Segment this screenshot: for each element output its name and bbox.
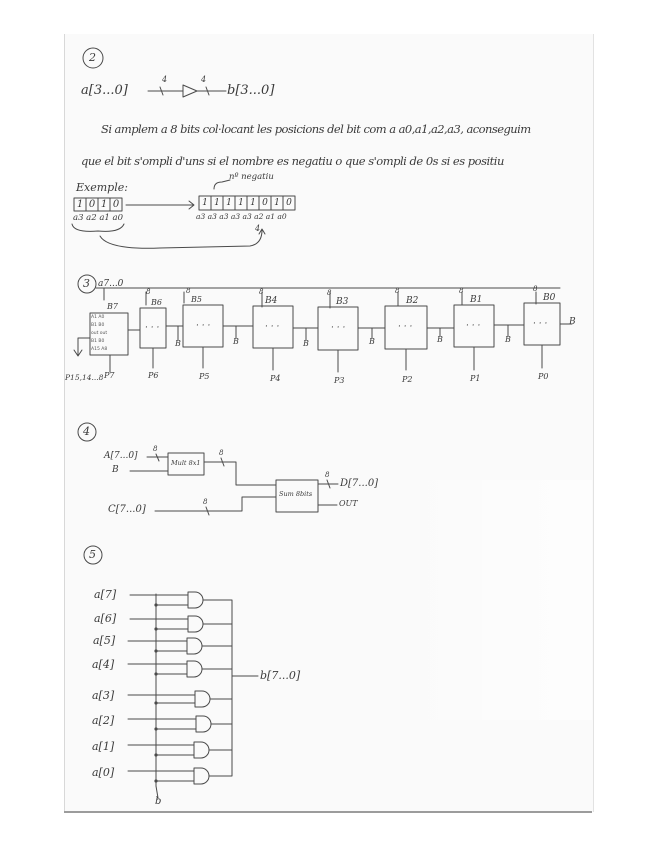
output-bit-names: a3 a3 a3 a3 a3 a2 a1 a0 — [196, 212, 287, 221]
stage-output-label: P7 — [104, 371, 115, 380]
stage-output-label: P3 — [334, 376, 345, 385]
bit-cell: 0 — [262, 198, 268, 208]
stage-top-label: B3 — [336, 297, 349, 307]
bus-width-label: 8 — [459, 287, 464, 295]
bus-width-label: 8 — [146, 288, 151, 296]
carry-label: B — [369, 337, 375, 346]
and-input-label: a[7] — [94, 588, 117, 601]
output-d-label: D[7...0] — [340, 478, 379, 489]
bus-width-label: 8 — [327, 289, 332, 297]
bit-cell: 1 — [214, 198, 220, 208]
stage-top-label: B7 — [107, 302, 118, 311]
and-input-label: a[3] — [92, 689, 115, 702]
bus-width-label: 8 — [533, 285, 538, 293]
bit-cell: 0 — [286, 198, 292, 208]
first-stage-box — [91, 314, 128, 354]
brace-count: 4 — [255, 224, 261, 233]
wire-width-label: 4 — [201, 75, 207, 84]
mult-box-label: Mult 8x1 — [171, 459, 201, 467]
bus-width-label: 8 — [325, 471, 330, 479]
stage-ellipsis: · · · — [466, 321, 481, 331]
stage-ellipsis: · · · — [196, 321, 211, 331]
input-bits — [74, 198, 122, 211]
bus-width-label: 8 — [395, 287, 400, 295]
bus-width-label: 8 — [153, 445, 158, 453]
and-output-label: b[7...0] — [260, 669, 301, 682]
carry-label: B — [233, 337, 239, 346]
carry-label: B — [175, 339, 181, 348]
and-input-label: a[1] — [92, 740, 115, 753]
sum-box-label: Sum 8bits — [279, 490, 313, 498]
input-bit-names: a3 a2 a1 a0 — [73, 213, 124, 223]
bus-width-label: 8 — [186, 287, 191, 295]
buffer-gate — [183, 85, 197, 97]
bus-width-label: 8 — [259, 288, 264, 296]
and-input-label: a[4] — [92, 658, 115, 671]
stage-output-label: P2 — [402, 375, 413, 384]
section-4-number: 4 — [83, 425, 90, 438]
b-input-label: b — [155, 796, 162, 807]
neg-note-pointer — [214, 180, 230, 189]
stage-top-label: B2 — [406, 296, 419, 306]
bit-cell: 1 — [100, 199, 108, 210]
input-brace — [72, 224, 124, 231]
bit-cell: 1 — [76, 199, 84, 210]
section-5-number: 5 — [89, 548, 96, 561]
section-3-number: 3 — [83, 277, 90, 290]
and-input-label: a[5] — [93, 634, 116, 647]
example-label: Exemple: — [76, 181, 128, 194]
and-input-label: a[6] — [94, 612, 117, 625]
stage-ellipsis: · · · — [331, 323, 346, 333]
box-line: B1 B0 — [91, 323, 105, 328]
explanation-line-2: que el bit s'ompli d'uns si el nombre es negatiu o que s'ompli de 0s si es positiu — [81, 154, 504, 168]
stage-ellipsis: · · · — [398, 322, 413, 332]
high-output-label: P15,14...8 — [65, 373, 104, 382]
stage-top-label: B0 — [543, 293, 556, 303]
explanation-line-1: Si amplem a 8 bits col·locant les posicions del bit com a a0,a1,a2,a3, aconseguim — [101, 122, 531, 136]
negative-note: nº negatiu — [229, 172, 274, 182]
stage-top-label: B6 — [151, 298, 162, 307]
input-b-label: B — [112, 465, 119, 475]
carry-label: B — [303, 339, 309, 348]
bit-cell: 1 — [238, 198, 244, 208]
carry-label: B — [569, 317, 576, 327]
carry-label: B — [505, 335, 511, 344]
box-line: A1 A0 — [91, 315, 105, 320]
bit-cell: 0 — [88, 199, 96, 210]
stage-top-label: B5 — [191, 295, 202, 304]
buffer-output-label: b[3...0] — [227, 83, 275, 98]
input-c-label: C[7...0] — [108, 504, 146, 515]
box-line: A15 A8 — [91, 347, 108, 352]
input-a-label: A[7...0] — [104, 451, 138, 461]
bit-cell: 0 — [112, 199, 120, 210]
section-2-number: 2 — [89, 51, 96, 64]
output-bits — [199, 196, 295, 210]
bit-cell: 1 — [274, 198, 280, 208]
stage-top-label: B4 — [265, 296, 278, 306]
stage-top-label: B1 — [470, 295, 483, 305]
stage-output-label: P6 — [148, 371, 159, 380]
bus-width-label: 8 — [219, 449, 224, 457]
wire-width-label: 4 — [162, 75, 168, 84]
box-line: out out — [91, 331, 108, 336]
and-input-label: a[0] — [92, 766, 115, 779]
output-out-label: OUT — [339, 499, 358, 508]
stage-ellipsis: · · · — [265, 322, 280, 332]
stage-output-label: P1 — [470, 374, 481, 383]
stage-output-label: P4 — [270, 374, 281, 383]
buffer-input-label: a[3...0] — [81, 83, 128, 98]
stage-output-label: P5 — [199, 372, 210, 381]
stage-output-label: P0 — [538, 372, 549, 381]
stage-ellipsis: · · · — [533, 319, 548, 329]
and-input-label: a[2] — [92, 714, 115, 727]
bit-cell: 1 — [226, 198, 232, 208]
bit-cell: 1 — [250, 198, 256, 208]
bus-label: a7...0 — [98, 279, 124, 289]
box-line: B1 B0 — [91, 339, 105, 344]
carry-label: B — [437, 335, 443, 344]
output-brace — [100, 230, 262, 248]
stage-ellipsis: · · · — [145, 323, 160, 333]
bit-cell: 1 — [202, 198, 208, 208]
bus-width-label: 8 — [203, 498, 208, 506]
